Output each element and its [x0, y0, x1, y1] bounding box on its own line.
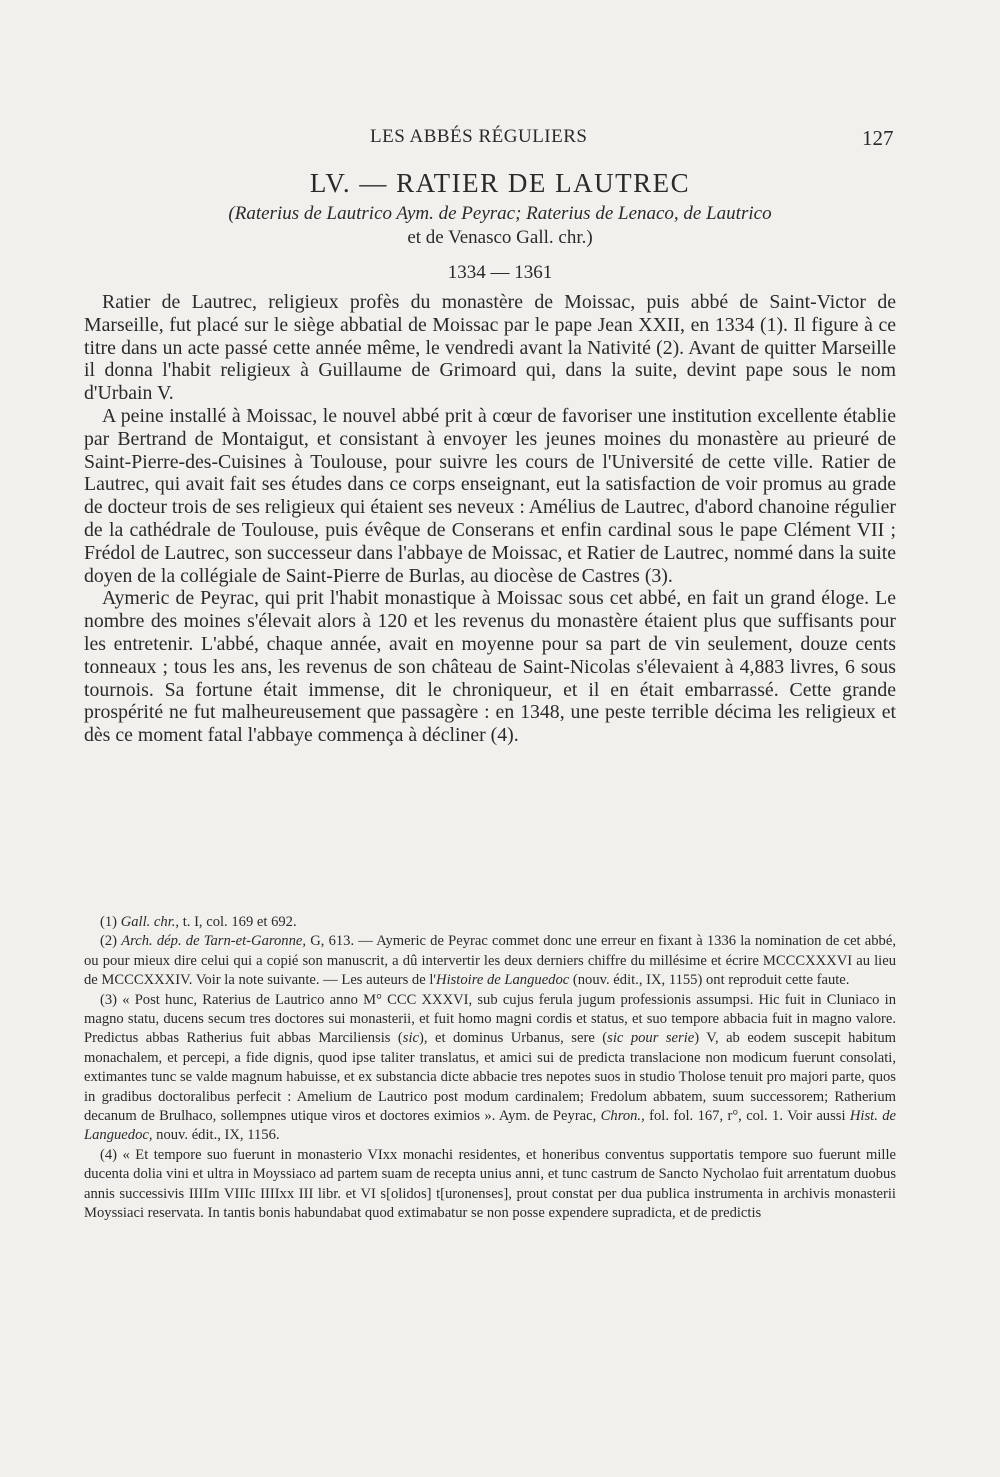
running-title: LES ABBÉS RÉGULIERS: [370, 126, 588, 147]
page-number: 127: [862, 126, 894, 150]
subtitle-line-1: (Raterius de Lautrico Aym. de Peyrac; Raterius de Lenaco, de Lautrico: [228, 203, 772, 224]
footnotes: [84, 913, 896, 1224]
running-header: [0, 126, 1000, 150]
chapter-dates: 1334 — 1361: [447, 262, 553, 283]
paragraph: A peine installé à Moissac, le nouvel abbé prit à cœur de favoriser une institution excellente établie par Bertrand de Montaigut, et consistant à envoyer les jeunes moines du monastère au prieuré de Saint-Pierre-des-Cuisines à Toulouse, pour suivre les cours de l'Université de cette ville. Ratier de Lautrec, qui avait fait ses études dans ce corps enseignant, eut la satisfaction de voir promus au grade de docteur trois de ses religieux qui étaient ses neveux : Amélius de Lautrec, d'abord chanoine régulier de la cathédrale de Toulouse, puis évêque de Conserans et enfin cardinal sous le pape Clément VII ; Frédol de Lautrec, son successeur dans l'abbaye de Moissac, et Ratier de Lautrec, nommé dans la suite doyen de la collégiale de Saint-Pierre de Burlas, au diocèse de Castres (3).: [84, 404, 896, 587]
footnote-3: (3) « Post hunc, Raterius de Lautrico anno M° CCC XXXVI, sub cujus ferula jugum professionis assumpsi. Hic fuit in Cluniaco in magno statu, ducens secum tres doctores sui monasterii, et fuit homo magni cordis et status, et suo tempore abbacia fuit in magno valore. Predictus abbas Ratherius fuit abbas Marciliensis (sic), et dominus Urbanus, sere (sic pour serie) V, ab eodem suscepit habitum monachalem, et percepi, a fide dignis, quod ipse taliter translatus, et amici sui de predicta translacione non modicum fuerunt consolati, extimantes tunc se valde magnum habuisse, et ex substancia dicte abbacie tres nepotes suos in studio Tholose tenuit pro majori parte, quos in gradibus doctoralibus perfecit : Amelium de Lautrico post modum cardinalem; Fredolum abbatem, suum successorem; Ratherium decanum de Brulhaco, sollempnes utique viros et doctores eximios ». Aym. de Peyrac, Chron., fol. fol. 167, r°, col. 1. Voir aussi Hist. de Languedoc, nouv. édit., IX, 1156.: [84, 991, 897, 1144]
subtitle-line-2: et de Venasco Gall. chr.): [407, 227, 593, 248]
footnote-2: (2) Arch. dép. de Tarn-et-Garonne, G, 613. — Aymeric de Peyrac commet donc une erreur en fixant à 1336 la nomination de cet abbé, ou pour mieux dire celui qui a copié son manuscrit, a dû intervertir les deux derniers chiffre du millésime et écrire MCCCXXXVI au lieu de MCCCXXXIV. Voir la note suivante. — Les auteurs de l'Histoire de Languedoc (nouv. édit., IX, 1155) ont reproduit cette faute.: [84, 933, 896, 989]
chapter-title: LV. — RATIER DE LAUTREC: [309, 168, 691, 198]
paragraph: Ratier de Lautrec, religieux profès du monastère de Moissac, puis abbé de Saint-Victor de Marseille, fut placé sur le siège abbatial de Moissac par le pape Jean XXII, en 1334 (1). Il figure à ce titre dans un acte passé cette année même, le vendredi avant la Nativité (2). Avant de quitter Marseille il donna l'habit religieux à Guillaume de Grimoard qui, dans la suite, devint pape sous le nom d'Urbain V.: [84, 291, 896, 405]
footnote-4: (4) « Et tempore suo fuerunt in monasterio VIxx monachi residentes, et honeribus conventus supportatis tempore suo fuerunt mille ducenta dolia vini et ultra in Moyssiaco ad partem suam de recepta unius anni, et tunc castrum de Sancto Nycholao fuit arrentatum duobus annis successivis IIIIm VIIIc IIIIxx III libr. et VI s[olidos] t[uronenses], prout constat per dua publica instrumenta in archivis monasterii Moyssiaci reservata. In tantis bonis habundabat quod extimabatur se non posse expendere supradicta, et de predictis: [84, 1146, 896, 1222]
footnote-1: (1) Gall. chr., t. I, col. 169 et 692.: [100, 914, 297, 930]
paragraph: Aymeric de Peyrac, qui prit l'habit monastique à Moissac sous cet abbé, en fait un grand éloge. Le nombre des moines s'élevait alors à 120 et les revenus du monastère étaient plus que suffisants pour les entretenir. L'abbé, chaque année, avait en moyenne pour sa part de vin seulement, douze cents tonneaux ; tous les ans, les revenus de son château de Saint-Nicolas s'élevaient à 4,883 livres, 6 sous tournois. Sa fortune était immense, dit le chroniqueur, et il en était embarrassé. Cette grande prospérité ne fut malheureusement que passagère : en 1348, une peste terrible décima les religieux et dès ce moment fatal l'abbaye commença à décliner (4).: [84, 587, 896, 747]
chapter-subtitle: [0, 202, 1000, 250]
body-text: [84, 291, 896, 747]
